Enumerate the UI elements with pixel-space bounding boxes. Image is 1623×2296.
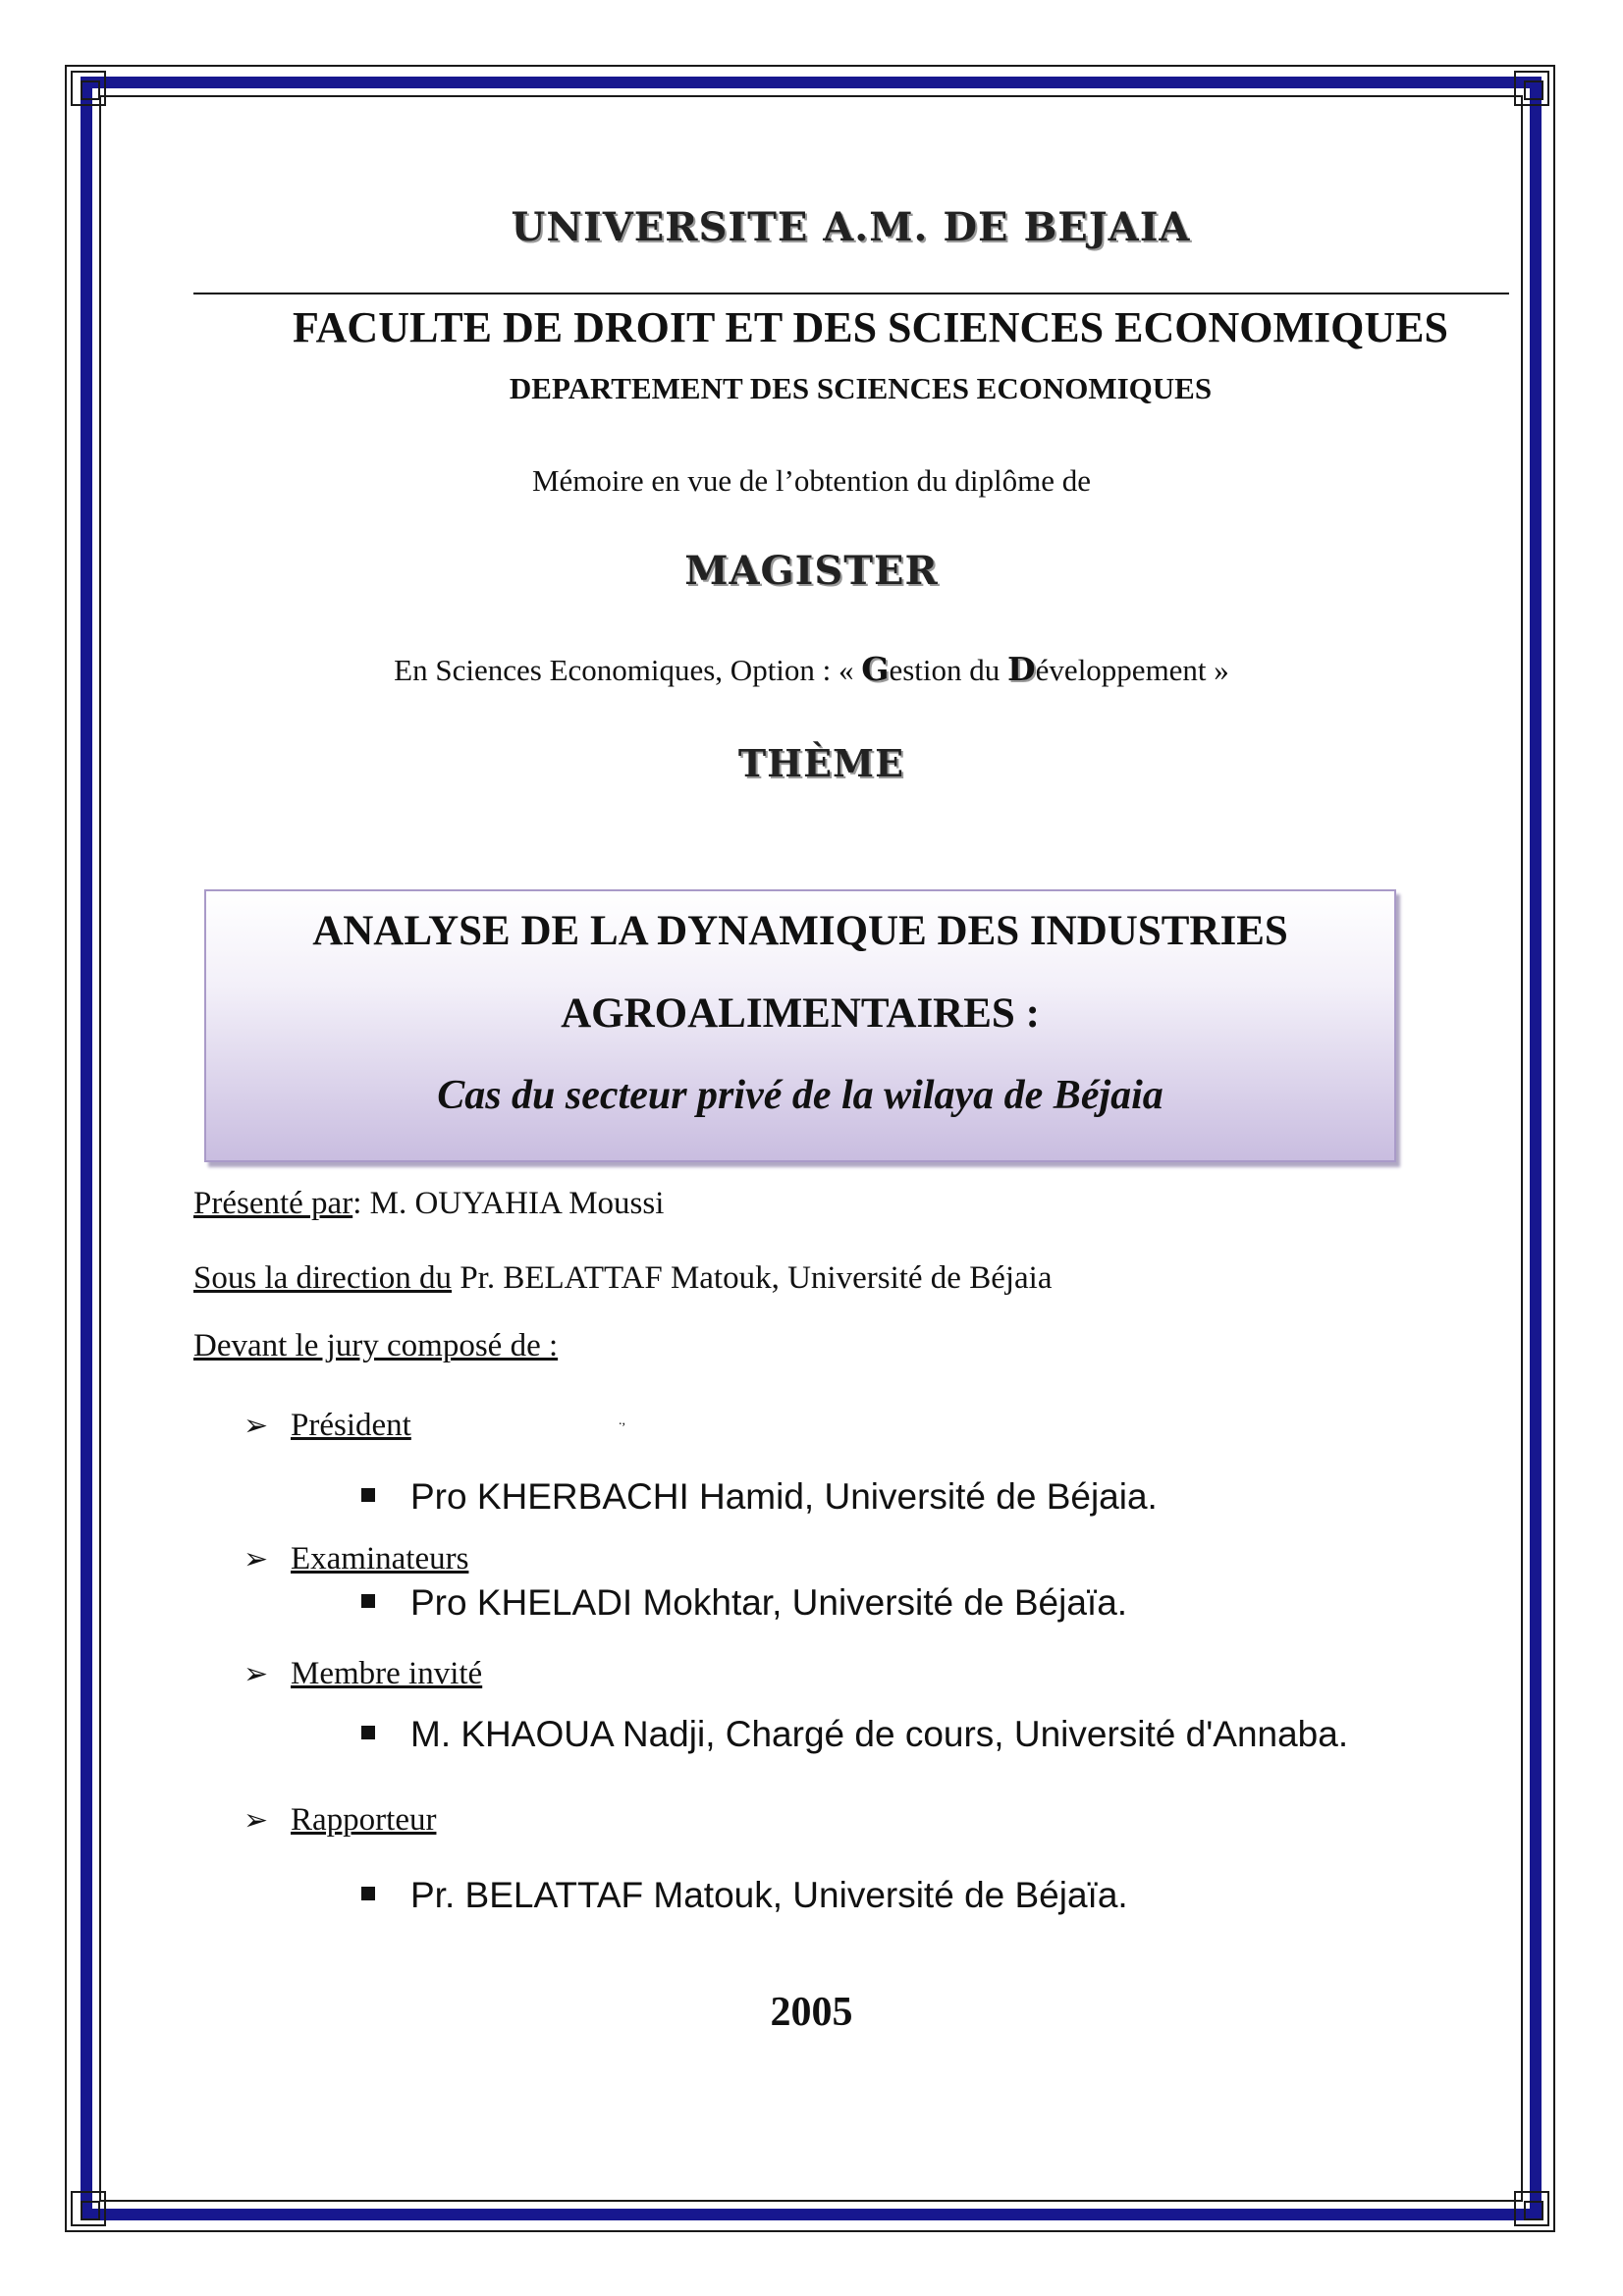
jury-member-president (361, 1476, 1158, 1518)
thesis-title-line-2: AGROALIMENTAIRES : (561, 990, 1040, 1037)
degree-name: MAGISTER (684, 548, 939, 594)
role-label: Membre invité (291, 1656, 483, 1691)
square-bullet-icon (361, 1887, 375, 1900)
jury-role-rapporteur (243, 1802, 436, 1839)
jury-role-examiners (243, 1541, 468, 1577)
theme-label: THÈME (737, 741, 905, 785)
thesis-title-box (204, 889, 1396, 1162)
arrow-bullet-icon: ➢ (243, 1804, 269, 1837)
option-prefix: En Sciences Economiques, Option : « (394, 653, 862, 687)
role-label: Examinateurs (291, 1541, 469, 1576)
defense-year: 2005 (770, 1990, 853, 2035)
frame-corner-top-left (71, 71, 106, 106)
frame-corner-bottom-left (71, 2191, 106, 2226)
jury-role-president (243, 1408, 411, 1444)
degree-intro: Mémoire en vue de l’obtention du diplôme de (531, 463, 1092, 498)
frame-corner-bottom-right (1514, 2191, 1549, 2226)
arrow-bullet-icon: ➢ (243, 1410, 269, 1442)
square-bullet-icon (361, 1594, 375, 1608)
direction-value: Pr. BELATTAF Matouk, Université de Béjaia (452, 1260, 1053, 1296)
jury-member-rapporteur (361, 1875, 1128, 1916)
stray-marks: ., (619, 1414, 625, 1428)
presented-by-value: : M. OUYAHIA Moussi (352, 1186, 665, 1221)
degree-option (0, 650, 1623, 688)
jury-label: Devant le jury composé de : (193, 1328, 559, 1363)
university-name: UNIVERSITE A.M. DE BEJAIA (511, 204, 1191, 250)
direction-label: Sous la direction du (193, 1260, 453, 1296)
option-initial-g: G (861, 650, 890, 688)
jury-role-guest (243, 1656, 482, 1692)
arrow-bullet-icon: ➢ (243, 1658, 269, 1690)
presented-by-label: Présenté par (193, 1186, 353, 1221)
member-text: Pr. BELATTAF Matouk, Université de Béjaïa. (410, 1875, 1128, 1915)
jury-heading (193, 1328, 558, 1364)
option-initial-d: D (1007, 650, 1036, 688)
thesis-subtitle: Cas du secteur privé de la wilaya de Béjaia (437, 1073, 1163, 1118)
member-text: Pro KHERBACHI Hamid, Université de Béjaia. (410, 1476, 1158, 1517)
square-bullet-icon (361, 1488, 375, 1502)
option-suffix: éveloppement » (1035, 653, 1229, 687)
member-text: M. KHAOUA Nadji, Chargé de cours, Université d'Annaba. (410, 1714, 1349, 1754)
jury-member-examiner (361, 1582, 1127, 1624)
member-text: Pro KHELADI Mokhtar, Université de Béjaïa. (410, 1582, 1128, 1623)
frame-corner-top-right (1514, 71, 1549, 106)
role-label: Rapporteur (291, 1802, 437, 1838)
jury-member-guest (361, 1714, 1348, 1755)
arrow-bullet-icon: ➢ (243, 1543, 269, 1575)
faculty-name: FACULTE DE DROIT ET DES SCIENCES ECONOMIQUES (293, 303, 1448, 351)
thesis-title-line-1: ANALYSE DE LA DYNAMIQUE DES INDUSTRIES (312, 908, 1288, 954)
option-middle: estion du (889, 653, 1008, 687)
header-divider (193, 293, 1509, 294)
presented-by (193, 1186, 664, 1222)
role-label: Président (291, 1408, 411, 1443)
square-bullet-icon (361, 1726, 375, 1739)
department-name: DEPARTEMENT DES SCIENCES ECONOMIQUES (509, 371, 1213, 405)
supervision (193, 1260, 1053, 1297)
